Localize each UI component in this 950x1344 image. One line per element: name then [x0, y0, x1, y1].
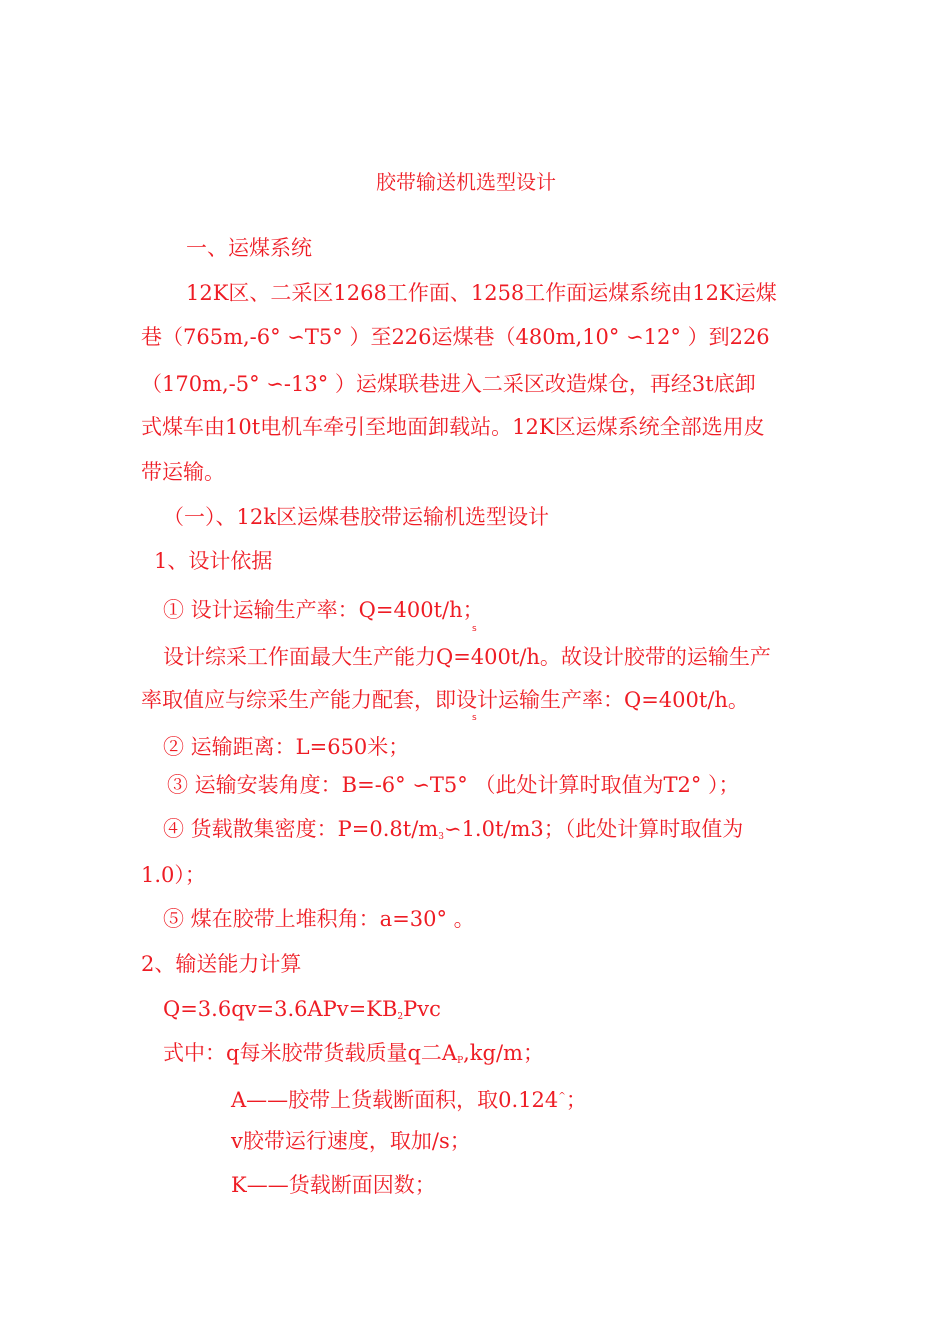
paragraph-line: （170m,-5° ∽-13° ）运煤联巷进入二采区改造煤仓，再经3t底卸 — [141, 372, 756, 396]
formula-text-end: Pvc — [403, 997, 441, 1021]
basis-item-5: ⑤ 煤在胶带上堆积角：a=30° 。 — [163, 907, 475, 931]
definition-a-text: A——胶带上货载断面积，取0.124 — [231, 1088, 559, 1112]
basis-item-1: ① 设计运输生产率：Q=400t/h； — [163, 598, 484, 622]
formula-text: Q=3.6qv=3.6APv=KB — [163, 997, 398, 1021]
basis-item-4-text: ④ 货载散集密度：P=0.8t/m — [163, 817, 439, 841]
definition-k: K——货载断面因数； — [231, 1173, 436, 1197]
subscript-mark: s — [472, 624, 477, 634]
formula-where-subscript: P — [457, 1056, 464, 1066]
definition-a — [231, 1083, 587, 1114]
design-basis-heading: 1、设计依据 — [154, 549, 273, 573]
basis-item-2: ② 运输距离：L=650米； — [163, 735, 410, 759]
paragraph-line: 率取值应与综采生产能力配套，即设计运输生产率：Q=400t/h。 — [141, 688, 749, 712]
definition-v: v胶带运行速度，取加/s； — [231, 1129, 471, 1153]
basis-item-4 — [163, 815, 743, 851]
basis-item-4-continuation: 1.0）； — [141, 863, 206, 887]
subsection-heading: （一）、12k区运煤巷胶带运输机选型设计 — [163, 505, 549, 529]
capacity-heading: 2、输送能力计算 — [141, 952, 302, 976]
formula-where — [163, 1039, 544, 1075]
subscript-mark: s — [472, 713, 477, 723]
formula-where-text-end: ,kg/m； — [463, 1041, 544, 1065]
definition-a-superscript: ^ — [558, 1092, 566, 1102]
section-heading-coal-system: 一、运煤系统 — [186, 236, 312, 260]
basis-item-4-subscript: 3 — [438, 832, 444, 842]
formula — [163, 995, 441, 1031]
document-title: 胶带输送机选型设计 — [376, 170, 556, 194]
paragraph-line: 12K区、二采区1268工作面、1258工作面运煤系统由12K运煤 — [186, 281, 777, 305]
paragraph-line: 设计综采工作面最大生产能力Q=400t/h。故设计胶带的运输生产 — [163, 645, 771, 669]
paragraph-line: 带运输。 — [141, 460, 225, 484]
basis-item-4-text-end: ∽1.0t/m3；（此处计算时取值为 — [443, 817, 744, 841]
formula-where-text: 式中：q每米胶带货载质量q二A — [163, 1041, 458, 1065]
formula-subscript: 2 — [397, 1012, 404, 1022]
paragraph-line: 式煤车由10t电机车牵引至地面卸载站。12K区运煤系统全部选用皮 — [141, 415, 765, 439]
paragraph-line: 巷（765m,-6° ∽T5° ）至226运煤巷（480m,10° ∽12° ）到226 — [141, 325, 770, 349]
definition-a-end: ； — [565, 1088, 587, 1112]
basis-item-3: ③ 运输安装角度：B=-6° ∽T5° （此处计算时取值为T2° ）； — [167, 773, 740, 797]
